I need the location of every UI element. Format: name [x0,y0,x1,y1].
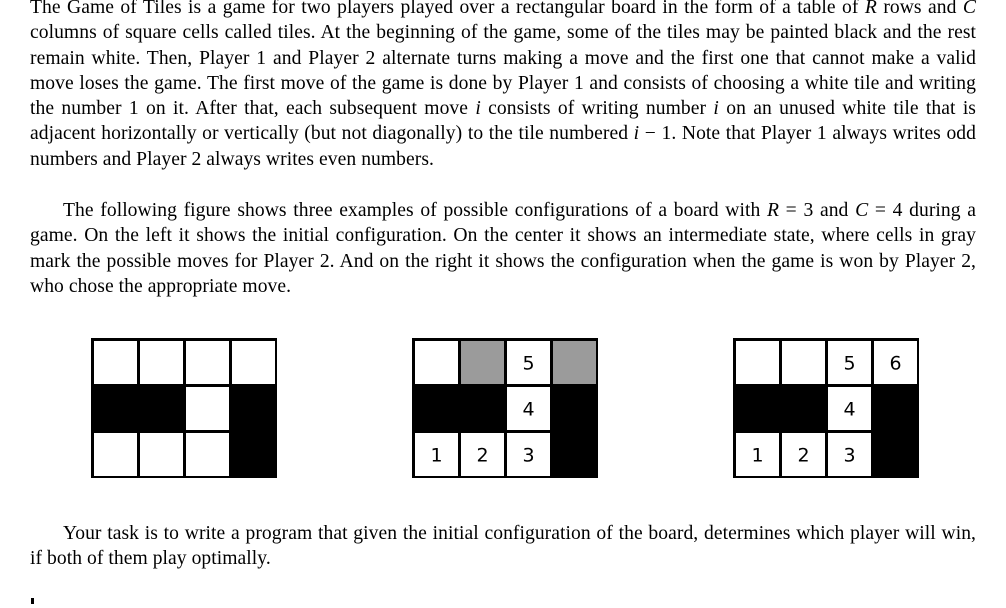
text-run: rows and [876,0,963,18]
tile-number: 4 [522,398,535,421]
figure-description-paragraph [30,198,976,299]
tile-number: 1 [751,444,764,467]
black-tile [781,386,827,432]
tile-number: 4 [843,398,856,421]
white-tile [231,340,277,386]
board-won-by-player-2 [733,338,919,478]
white-tile [781,340,827,386]
black-tile [735,386,781,432]
problem-statement-paragraph [30,0,976,172]
tile-number: 5 [843,352,856,375]
black-tile [414,386,460,432]
math-variable: R [766,200,780,221]
tile-number: 1 [430,444,443,467]
text-run: = 4 during a game. On the left it shows the initial configuration. On the center it shows an intermediate state, where cells in gray mark the possible moves for Player 2. And on the right it shows the configuration when the game is won by Player 2, who chose the appropriate move. [30,200,976,297]
tile-number: 3 [522,444,535,467]
task-paragraph [30,521,976,572]
white-tile [139,340,185,386]
black-tile [139,386,185,432]
math-variable: C [962,0,976,18]
black-tile [231,386,277,432]
math-variable: R [864,0,877,18]
board-intermediate-state [412,338,598,478]
board-grid [412,338,598,478]
tile-number: 2 [797,444,810,467]
tile-number: 6 [889,352,902,375]
tile-number: 3 [843,444,856,467]
white-tile [185,432,231,478]
board-grid [91,338,277,478]
board-grid [733,338,919,478]
black-tile [552,432,598,478]
math-variable: i [633,123,640,145]
black-tile [873,386,919,432]
page-continuation-mark [31,598,34,604]
white-tile [414,340,460,386]
math-variable: i [713,98,719,120]
text-run: The following figure shows three examples of possible configurations of a board with [63,200,767,221]
math-variable: i [475,98,481,120]
gray-possible-move-tile [552,340,598,386]
gray-possible-move-tile [460,340,506,386]
text-run: Your task is to write a program that given the initial configuration of the board, determines which player will win, if both of them play optimally. [30,523,976,570]
white-tile [185,386,231,432]
math-variable: C [855,200,869,221]
black-tile [873,432,919,478]
white-tile [139,432,185,478]
white-tile [93,432,139,478]
black-tile [460,386,506,432]
text-run: − 1. Note that Player 1 always writes odd numbers and Player 2 always writes even numbers. [30,123,977,170]
white-tile [185,340,231,386]
text-run: columns of square cells called tiles. At the beginning of the game, some of the tiles may be painted black and the rest remain white. Then, Player 1 and Player 2 alternate turns making a move and the first one that cannot make a valid move loses the game. The first move of the game is done by Player 1 and consists of choosing a white tile and writing the number 1 on it. After that, each subsequent move [30,22,976,120]
black-tile [552,386,598,432]
board-initial-configuration [91,338,277,478]
tile-number: 5 [522,352,535,375]
black-tile [231,432,277,478]
tile-number: 2 [476,444,489,467]
text-run: on an unused white tile that is adjacent horizontally or vertically (but not diagonally) to the tile numbered [30,98,976,145]
text-run: The Game of Tiles is a game for two players played over a rectangular board in the form of a table of [30,0,865,18]
text-run: = 3 and [779,200,856,221]
text-run: consists of writing number [480,98,714,120]
black-tile [93,386,139,432]
white-tile [93,340,139,386]
white-tile [735,340,781,386]
